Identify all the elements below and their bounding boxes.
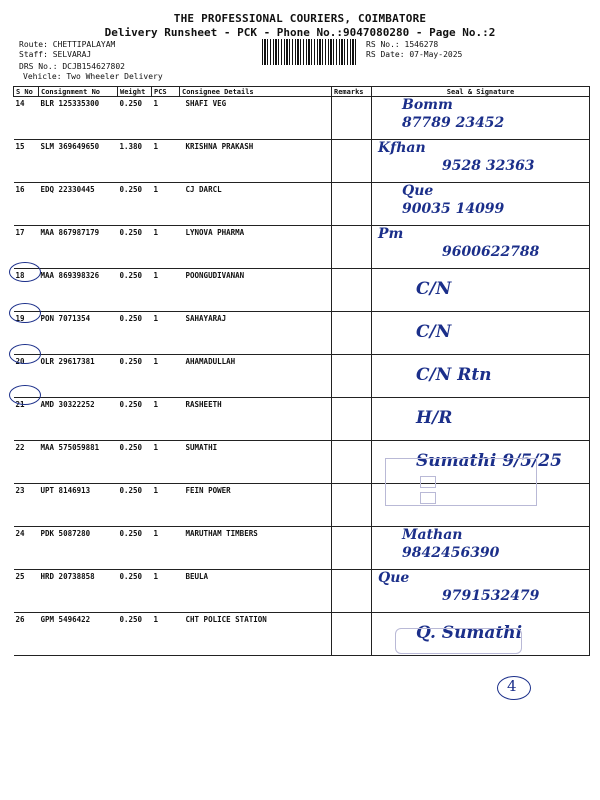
cell-remarks (332, 527, 372, 570)
col-sno: S No (14, 87, 39, 97)
cell-pcs: 1 (152, 312, 180, 355)
cell-signature (372, 312, 590, 355)
cell-cons: HRD 20738858 (39, 570, 118, 613)
row-18-circle-mark (9, 262, 41, 282)
meta-left (19, 40, 163, 82)
cell-sno: 22 (14, 441, 39, 484)
cell-signature (372, 97, 590, 140)
cell-weight: 1.380 (118, 140, 152, 183)
cell-cons: PDK 5087280 (39, 527, 118, 570)
cell-cons: MAA 575059881 (39, 441, 118, 484)
row-20-circle-mark (9, 344, 41, 364)
cell-remarks (332, 570, 372, 613)
cell-sno: 19 (14, 312, 39, 355)
vehicle-label: Vehicle: Two Wheeler Delivery (23, 72, 163, 81)
cell-consignee: AHAMADULLAH (180, 355, 332, 398)
cell-pcs: 1 (152, 441, 180, 484)
cell-consignee: MARUTHAM TIMBERS (180, 527, 332, 570)
cell-cons: PON 7071354 (39, 312, 118, 355)
drs-label: DRS No.: DCJB154627802 (19, 62, 125, 71)
cell-cons: UPT 8146913 (39, 484, 118, 527)
handwritten-signature: C/N (416, 322, 452, 342)
cell-signature (372, 570, 590, 613)
col-consignment: Consignment No (39, 87, 118, 97)
page-mark-number: 4 (507, 677, 517, 695)
cell-weight: 0.250 (118, 226, 152, 269)
cell-consignee: SUMATHI (180, 441, 332, 484)
handwritten-phone: 90035 14099 (402, 201, 505, 217)
cell-cons: GPM 5496422 (39, 613, 118, 656)
handwritten-signature: Que (378, 570, 410, 586)
cell-weight: 0.250 (118, 527, 152, 570)
office-stamp (385, 458, 537, 506)
cell-weight: 0.250 (118, 312, 152, 355)
police-stamp (395, 628, 522, 654)
staff-label: Staff: SELVARAJ (19, 50, 92, 59)
row-19-circle-mark (9, 303, 41, 323)
cell-weight: 0.250 (118, 183, 152, 226)
handwritten-signature: C/N Rtn (416, 365, 492, 385)
cell-consignee: RASHEETH (180, 398, 332, 441)
meta-right (366, 40, 462, 60)
handwritten-signature: Sumathi 9/5/25 (416, 451, 562, 471)
cell-cons: OLR 29617381 (39, 355, 118, 398)
cell-pcs: 1 (152, 527, 180, 570)
cell-sno: 24 (14, 527, 39, 570)
cell-sno: 21 (14, 398, 39, 441)
handwritten-signature: Mathan (402, 527, 463, 543)
cell-signature (372, 269, 590, 312)
cell-remarks (332, 97, 372, 140)
handwritten-signature: Kfhan (378, 140, 426, 156)
cell-weight: 0.250 (118, 570, 152, 613)
cell-consignee: LYNOVA PHARMA (180, 226, 332, 269)
handwritten-phone: 9600622788 (442, 244, 540, 260)
handwritten-signature: C/N (416, 279, 452, 299)
runsheet-title: Delivery Runsheet - PCK - Phone No.:9047080280 - Page No.:2 (104, 26, 496, 39)
cell-signature (372, 355, 590, 398)
stamp-box-in (420, 476, 436, 488)
cell-pcs: 1 (152, 484, 180, 527)
table-row (14, 398, 590, 441)
handwritten-signature: Que (402, 183, 434, 199)
cell-pcs: 1 (152, 570, 180, 613)
handwritten-signature: Pm (378, 226, 404, 242)
cell-signature (372, 140, 590, 183)
cell-consignee: SAHAYARAJ (180, 312, 332, 355)
col-pcs: PCS (152, 87, 180, 97)
cell-remarks (332, 398, 372, 441)
col-consignee: Consignee Details (180, 87, 332, 97)
handwritten-phone: 9842456390 (402, 545, 500, 561)
cell-weight: 0.250 (118, 398, 152, 441)
cell-pcs: 1 (152, 613, 180, 656)
col-weight: Weight (118, 87, 152, 97)
table-row (14, 570, 590, 613)
cell-signature (372, 398, 590, 441)
cell-cons: EDQ 22330445 (39, 183, 118, 226)
table-row (14, 97, 590, 140)
table-header-row (14, 87, 590, 97)
cell-pcs: 1 (152, 355, 180, 398)
cell-remarks (332, 484, 372, 527)
cell-sno: 15 (14, 140, 39, 183)
table-row (14, 527, 590, 570)
cell-consignee: CJ DARCL (180, 183, 332, 226)
table-row (14, 269, 590, 312)
handwritten-phone: 87789 23452 (402, 115, 505, 131)
table-row (14, 312, 590, 355)
cell-pcs: 1 (152, 269, 180, 312)
handwritten-phone: 9791532479 (442, 588, 540, 604)
runsheet-table (13, 86, 590, 656)
company-title: THE PROFESSIONAL COURIERS, COIMBATORE (173, 12, 427, 25)
route-label: Route: CHETTIPALAYAM (19, 40, 116, 49)
cell-consignee: FEIN POWER (180, 484, 332, 527)
handwritten-signature: Bomm (402, 97, 453, 113)
cell-consignee: BEULA (180, 570, 332, 613)
table-row (14, 226, 590, 269)
cell-cons: SLM 369649650 (39, 140, 118, 183)
cell-pcs: 1 (152, 226, 180, 269)
handwritten-phone: 9528 32363 (442, 158, 535, 174)
cell-sno: 23 (14, 484, 39, 527)
cell-weight: 0.250 (118, 613, 152, 656)
rs-date: RS Date: 07-May-2025 (366, 50, 463, 59)
cell-weight: 0.250 (118, 97, 152, 140)
cell-weight: 0.250 (118, 355, 152, 398)
cell-pcs: 1 (152, 183, 180, 226)
cell-remarks (332, 269, 372, 312)
cell-cons: MAA 869398326 (39, 269, 118, 312)
col-remarks: Remarks (332, 87, 372, 97)
cell-consignee: SHAFI VEG (180, 97, 332, 140)
cell-cons: BLR 125335300 (39, 97, 118, 140)
cell-consignee: KRISHNA PRAKASH (180, 140, 332, 183)
cell-weight: 0.250 (118, 441, 152, 484)
cell-sno: 25 (14, 570, 39, 613)
cell-pcs: 1 (152, 140, 180, 183)
cell-sno: 18 (14, 269, 39, 312)
table-row (14, 140, 590, 183)
cell-signature (372, 226, 590, 269)
cell-sno: 14 (14, 97, 39, 140)
rs-number: RS No.: 1546278 (366, 40, 439, 49)
cell-pcs: 1 (152, 97, 180, 140)
cell-remarks (332, 140, 372, 183)
cell-weight: 0.250 (118, 484, 152, 527)
cell-remarks (332, 441, 372, 484)
cell-signature (372, 183, 590, 226)
table-row (14, 183, 590, 226)
cell-consignee: POONGUDIVANAN (180, 269, 332, 312)
cell-cons: AMD 30322252 (39, 398, 118, 441)
cell-sno: 20 (14, 355, 39, 398)
cell-consignee: CHT POLICE STATION (180, 613, 332, 656)
cell-remarks (332, 226, 372, 269)
handwritten-signature: H/R (416, 408, 453, 428)
row-21-circle-mark (9, 385, 41, 405)
cell-sno: 16 (14, 183, 39, 226)
cell-remarks (332, 613, 372, 656)
cell-signature (372, 527, 590, 570)
col-signature: Seal & Signature (372, 87, 590, 97)
barcode (262, 39, 358, 65)
cell-sno: 26 (14, 613, 39, 656)
table-row (14, 355, 590, 398)
cell-pcs: 1 (152, 398, 180, 441)
cell-remarks (332, 355, 372, 398)
cell-remarks (332, 183, 372, 226)
cell-weight: 0.250 (118, 269, 152, 312)
cell-remarks (332, 312, 372, 355)
handwritten-signature: Q. Sumathi (416, 623, 523, 643)
stamp-box-out (420, 492, 436, 504)
cell-sno: 17 (14, 226, 39, 269)
cell-cons: MAA 867987179 (39, 226, 118, 269)
